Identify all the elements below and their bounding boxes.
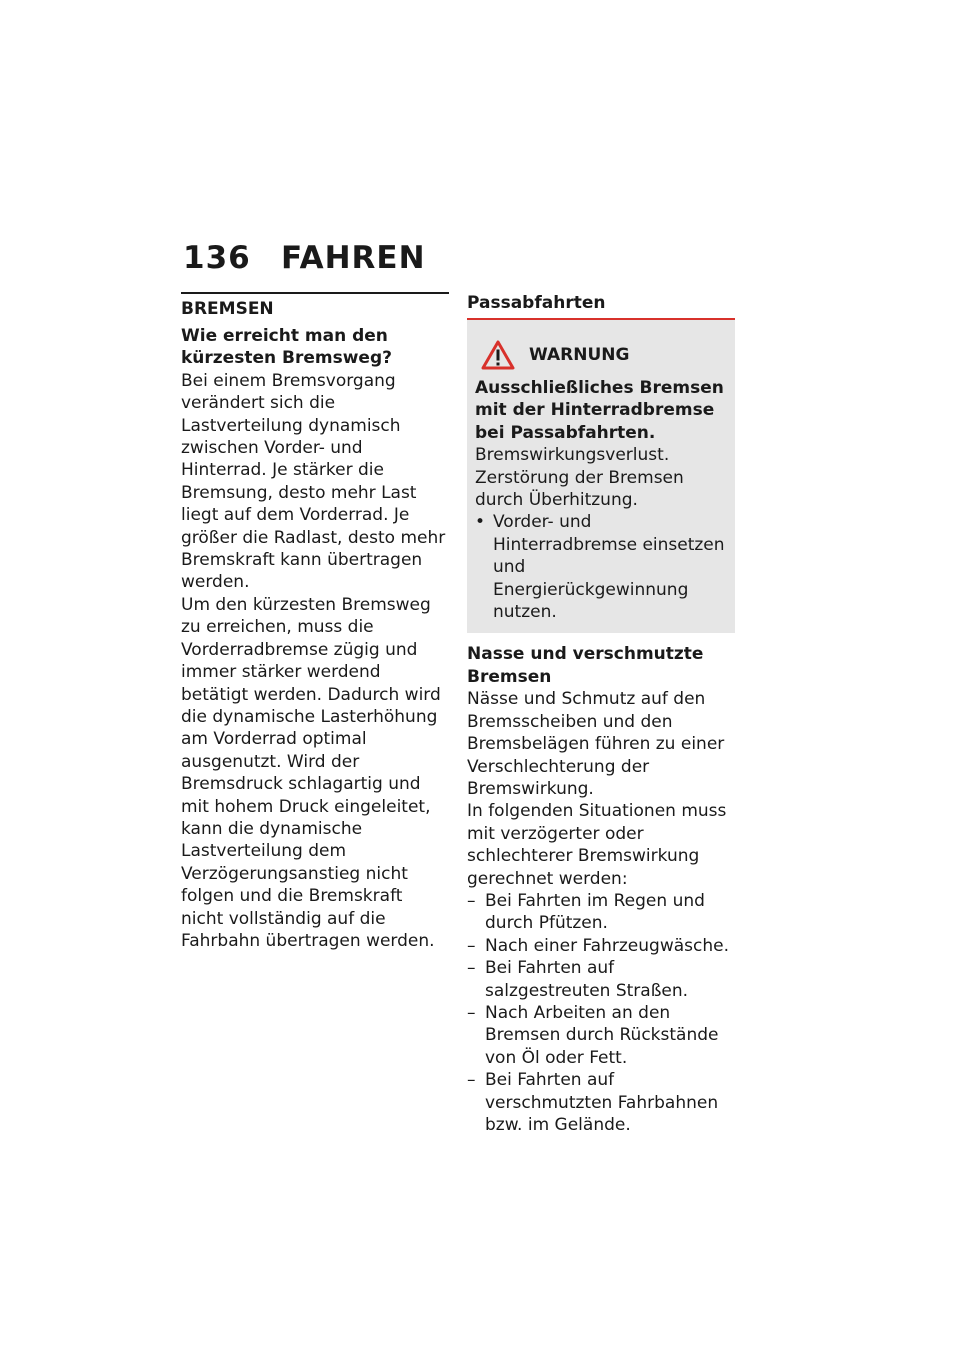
list-item: – Bei Fahrten im Regen und durch Pfützen.	[467, 890, 705, 934]
list-item: – Nach einer Fahrzeugwäsche.	[467, 935, 729, 956]
chapter-title: FAHREN	[281, 240, 426, 276]
warning-bullet: • Vorder- und Hinterradbremse einsetzen und Energierückgewinnung nutzen.	[475, 512, 725, 623]
page-header	[183, 238, 426, 278]
warning-header	[475, 340, 726, 370]
subheading-bremsweg: Wie erreicht man den kürzesten Bremsweg?	[181, 326, 392, 369]
warning-label: WARNUNG	[529, 345, 630, 365]
list-item: – Bei Fahrten auf salzgestreuten Straßen.	[467, 958, 689, 1001]
situation-list	[467, 890, 735, 1136]
subheading-nasse-bremsen: Nasse und verschmutzte Bremsen	[467, 644, 704, 687]
list-item: – Nach Arbeiten an den Bremsen durch Rückstände von Öl oder Fett.	[467, 1002, 719, 1068]
warning-box	[467, 320, 735, 633]
section-rule	[181, 292, 449, 294]
paragraph-naesse: Nässe und Schmutz auf den Bremsscheiben und den Bremsbelägen führen zu einer Verschlechterung der Bremswirkung.	[467, 689, 725, 799]
warning-bullets	[475, 511, 726, 623]
section-title: BREMSEN	[181, 299, 274, 319]
warning-triangle-icon	[481, 340, 515, 370]
right-column	[467, 292, 735, 1136]
left-column	[181, 292, 449, 952]
paragraph-situationen: In folgenden Situationen muss mit verzögerter oder schlechterer Bremswirkung gerechnet werden:	[467, 801, 727, 889]
paragraph-lastverteilung: Bei einem Bremsvorgang verändert sich die Lastverteilung dynamisch zwischen Vorder- und Hinterrad. Je stärker die Bremsung, desto mehr Last liegt auf dem Vorderrad. Je größer die Radlast, desto mehr Bremskraft kann übertragen werden.	[181, 370, 446, 593]
warning-title: Ausschließliches Bremsen mit der Hinterradbremse bei Passabfahrten.	[475, 378, 724, 443]
paragraph-bremsweg: Um den kürzesten Bremsweg zu erreichen, muss die Vorderradbremse zügig und immer stärker werdend betätigt werden. Dadurch wird die dynamische Lasterhöhung am Vorderrad optimal ausgenutzt. Wird der Bremsdruck schlagartig und mit hohem Druck eingeleitet, kann die dynamische Lastverteilung dem Verzögerungsanstieg nicht folgen und die Bremskraft nicht vollständig auf die Fahrbahn übertragen werden.	[181, 594, 441, 951]
list-item: – Bei Fahrten auf verschmutzten Fahrbahnen bzw. im Gelände.	[467, 1070, 719, 1135]
warning-body: Bremswirkungsverlust. Zerstörung der Bremsen durch Überhitzung.	[475, 445, 684, 511]
section-title-passabfahrten: Passabfahrten	[467, 293, 606, 313]
page-number: 136	[183, 240, 251, 276]
